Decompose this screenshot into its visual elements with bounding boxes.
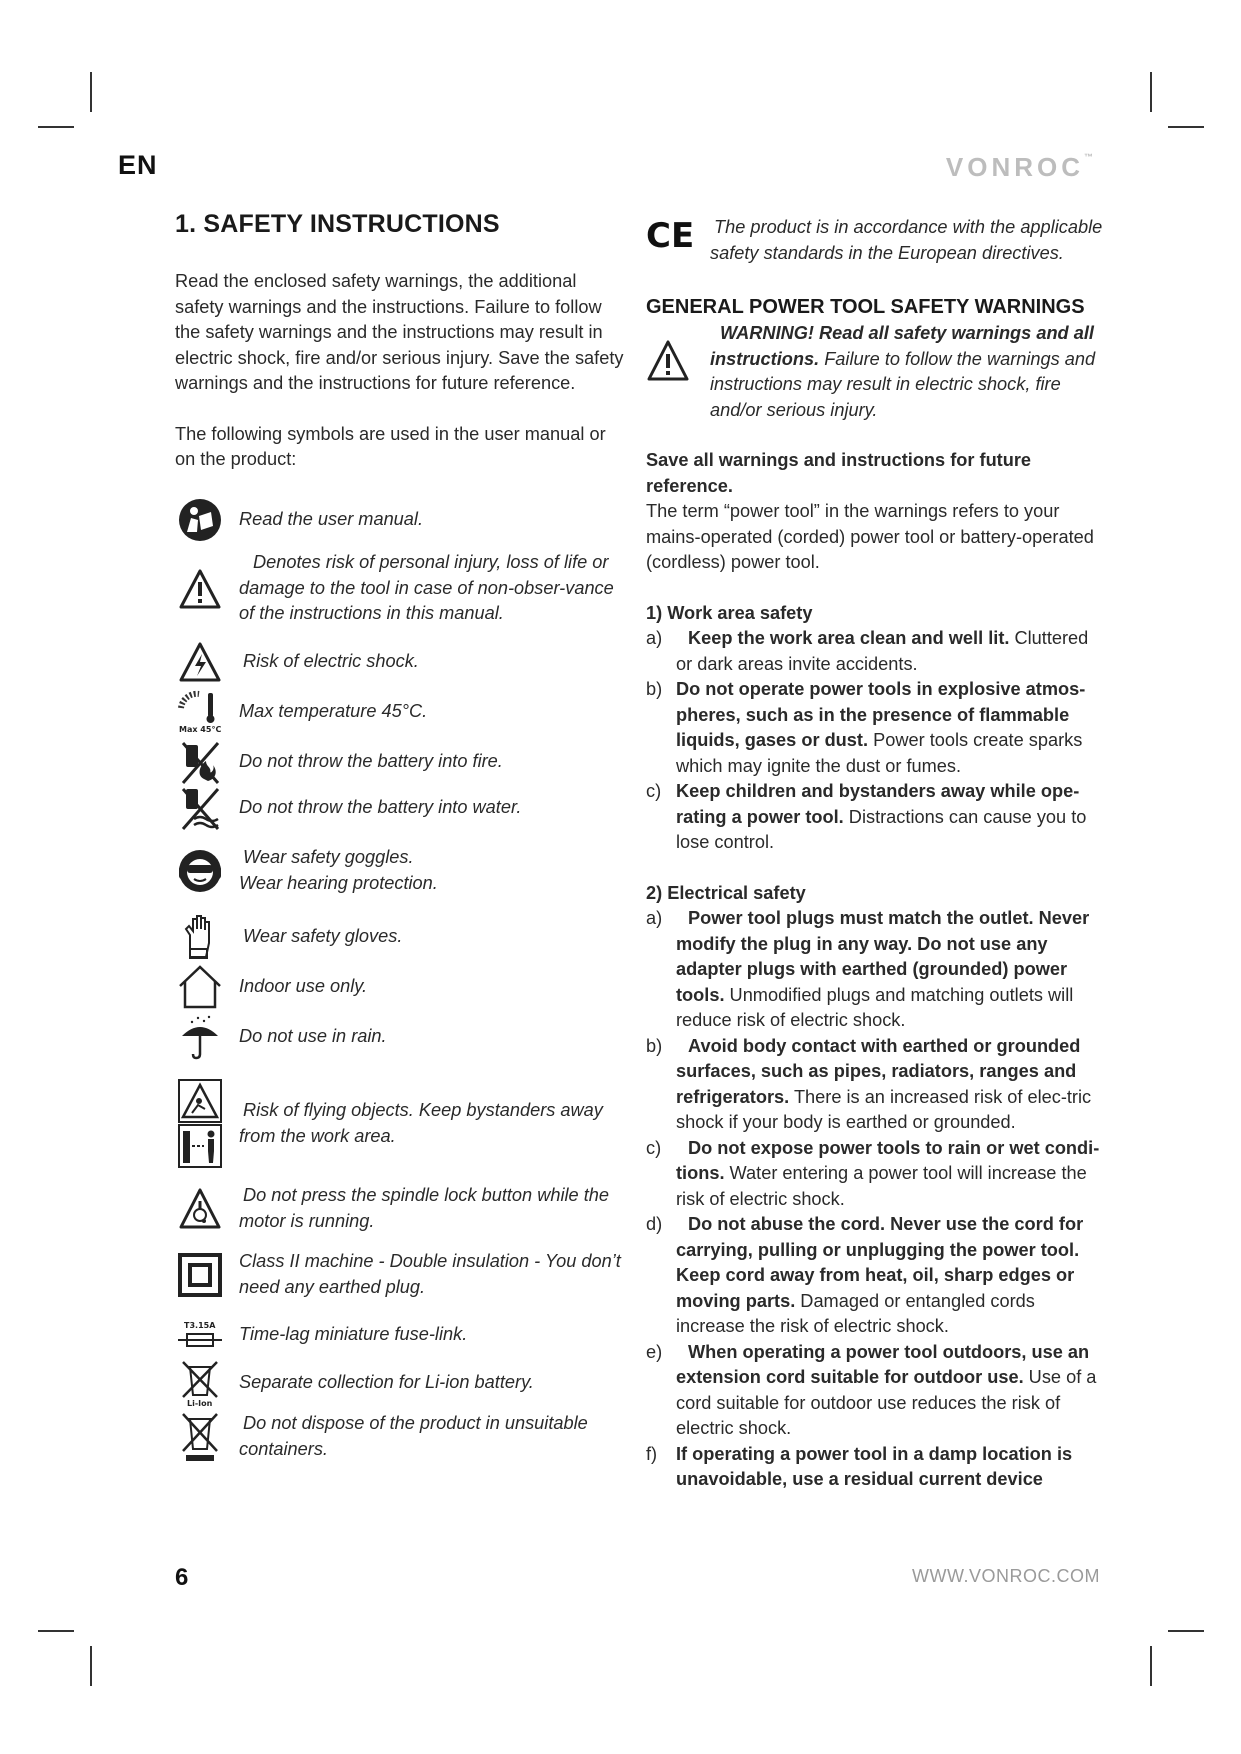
- symbol-text: Max temperature 45°C.: [239, 700, 428, 721]
- crop-mark: [38, 1630, 74, 1632]
- item-letter: d): [646, 1214, 663, 1234]
- item-bold: Do not expose power tools to rain or wet condi-tions.: [676, 1137, 1100, 1183]
- crop-mark: [1168, 126, 1204, 128]
- list-item: [646, 677, 1106, 779]
- item-letter: f): [646, 1443, 658, 1464]
- symbols-intro: The following symbols are used in the user manual or on the product:: [175, 423, 606, 469]
- symbol-row: [175, 1079, 625, 1169]
- symbol-text: Do not throw the battery into fire.: [239, 750, 503, 771]
- item-letter: b): [646, 1035, 663, 1056]
- li-ion-bin-icon: [175, 1359, 225, 1407]
- list-item: [646, 1034, 1106, 1136]
- indoor-house-icon: [175, 964, 225, 1010]
- symbol-row: [175, 1013, 625, 1061]
- list-item: [646, 906, 1106, 1034]
- item-text: Cluttered or dark areas invite accidents.: [676, 628, 1089, 674]
- brand-logo: [946, 152, 1093, 183]
- item-text: Distractions can cause you to lose control.: [676, 806, 1087, 852]
- symbol-row: [175, 1247, 625, 1303]
- symbol-text: Wear safety gloves.: [243, 925, 403, 946]
- list-item: [646, 1442, 1106, 1493]
- symbol-text: Do not dispose of the product in unsuitable containers.: [239, 1413, 588, 1459]
- ce-mark-icon: CE: [646, 216, 695, 256]
- max-temperature-icon: [175, 690, 225, 734]
- intro-paragraph: Read the enclosed safety warnings, the additional safety warnings and the instructions. Failure to follow the safety warnings and the instructions may result in electric shock, fire and/or serious injury. Save the safety warnings and the instructions for future reference.: [175, 271, 624, 393]
- symbol-text: Class II machine - Double insulation - You don’t need any earthed plug.: [239, 1251, 621, 1297]
- item-bold: Keep the work area clean and well lit.: [688, 628, 1010, 648]
- power-tool-term-text: The term “power tool” in the warnings refers to your mains-operated (corded) power tool or battery-operated (cordless) power tool.: [646, 501, 1094, 572]
- fuse-icon: [175, 1320, 225, 1350]
- symbol-text: Denotes risk of personal injury, loss of life or damage to the tool in case of non-obser-vance of the instructions in this manual.: [239, 552, 614, 624]
- symbol-list: [175, 495, 625, 1465]
- item-text: Unmodified plugs and matching outlets will reduce risk of electric shock.: [676, 984, 1074, 1030]
- symbol-row: [175, 913, 625, 961]
- symbol-row: [175, 639, 625, 685]
- symbol-text: Time-lag miniature fuse-link.: [239, 1323, 468, 1344]
- section-heading: 1) Work area safety: [646, 602, 813, 623]
- symbol-row: [175, 739, 625, 785]
- item-bold: When operating a power tool outdoors, use an extension cord suitable for outdoor use.: [676, 1341, 1090, 1387]
- spindle-lock-icon: [175, 1187, 225, 1231]
- icon-label: Li-Ion: [187, 1398, 213, 1407]
- trademark-mark: ™: [1084, 152, 1093, 162]
- goggles-hearing-icon: [175, 848, 225, 894]
- item-text: Power tools create sparks which may ignite the dust or fumes.: [676, 730, 1083, 776]
- item-letter: a): [646, 628, 663, 648]
- symbol-text: Do not press the spindle lock button while the motor is running.: [239, 1185, 609, 1231]
- warning-icon: [175, 568, 225, 610]
- symbol-row: [175, 1409, 625, 1465]
- icon-label: T3.15A: [184, 1320, 216, 1330]
- crop-mark: [1150, 1646, 1152, 1686]
- flying-objects-icon: [175, 1079, 225, 1169]
- no-fire-icon: [175, 739, 225, 785]
- item-text: Water entering a power tool will increase the risk of electric shock.: [676, 1163, 1087, 1209]
- item-bold: Do not abuse the cord. Never use the cord for carrying, pulling or unplugging the power tool. Keep cord away from heat, oil, sharp edges or moving parts.: [676, 1214, 1084, 1311]
- item-letter: a): [646, 908, 663, 928]
- symbol-row: [175, 1313, 625, 1357]
- electrical-safety-section: [646, 881, 1106, 1493]
- work-area-section: [646, 601, 1106, 856]
- left-column: [175, 210, 625, 1465]
- symbol-text: Risk of electric shock.: [243, 650, 419, 671]
- ce-statement: [646, 215, 1106, 266]
- symbol-row: [175, 1359, 625, 1407]
- symbol-row: [175, 1181, 625, 1237]
- crop-mark: [1168, 1630, 1204, 1632]
- list-item: [646, 1340, 1106, 1442]
- symbol-text: Risk of flying objects. Keep bystanders away from the work area.: [239, 1100, 603, 1146]
- warning-bold-text: WARNING! Read all safety warnings and all instructions.: [710, 323, 1094, 369]
- item-bold: Do not operate power tools in explosive atmos-pheres, such as in the presence of flammable liquids, gases or dust.: [676, 679, 1086, 750]
- read-manual-icon: [175, 498, 225, 542]
- crop-mark: [38, 126, 74, 128]
- no-water-icon: [175, 785, 225, 831]
- section-title: 1. SAFETY INSTRUCTIONS: [175, 210, 500, 238]
- icon-label: Max 45°C: [179, 724, 222, 734]
- symbol-row: [175, 495, 625, 545]
- crossed-bin-icon: [175, 1411, 225, 1463]
- ce-text: The product is in accordance with the applicable safety standards in the European directives.: [710, 217, 1103, 263]
- crop-mark: [90, 1646, 92, 1686]
- item-letter: c): [646, 1137, 662, 1158]
- right-column: [646, 215, 1106, 1493]
- general-warnings-heading: GENERAL POWER TOOL SAFETY WARNINGS: [646, 296, 1085, 318]
- symbol-row: [175, 785, 625, 831]
- list-item: [646, 1136, 1106, 1213]
- symbol-text: Separate collection for Li-ion battery.: [239, 1371, 534, 1392]
- crop-mark: [90, 72, 92, 112]
- crop-mark: [1150, 72, 1152, 112]
- gloves-icon: [175, 913, 225, 961]
- item-text: Damaged or entangled cords increase the risk of electric shock.: [676, 1290, 1035, 1336]
- item-bold: If operating a power tool in a damp location is unavoidable, use a residual current device: [676, 1443, 1073, 1489]
- symbol-text: Read the user manual.: [239, 508, 424, 529]
- warning-icon: [646, 321, 710, 388]
- list-item: [646, 626, 1106, 677]
- list-item: [646, 1212, 1106, 1340]
- item-letter: e): [646, 1341, 663, 1362]
- symbol-row: [175, 843, 625, 899]
- symbol-text: Indoor use only.: [239, 975, 368, 996]
- item-bold: Power tool plugs must match the outlet. Never modify the plug in any way. Do not use any adapter plugs with earthed (grounded) power tools.: [676, 908, 1090, 1005]
- symbol-text: Wear hearing protection.: [239, 872, 438, 893]
- rain-umbrella-icon: [175, 1014, 225, 1060]
- item-text: Use of a cord suitable for outdoor use reduces the risk of electric shock.: [676, 1367, 1097, 1438]
- list-item: [646, 779, 1106, 856]
- item-bold: Avoid body contact with earthed or grounded surfaces, such as pipes, radiators, ranges and refrigerators.: [676, 1035, 1081, 1107]
- item-letter: b): [646, 679, 663, 699]
- symbol-text: Do not use in rain.: [239, 1025, 387, 1046]
- item-text: There is an increased risk of elec-tric shock if your body is earthed or grounded.: [676, 1086, 1092, 1132]
- language-code: EN: [118, 150, 158, 180]
- item-bold: Keep children and bystanders away while ope-rating a power tool.: [676, 781, 1080, 827]
- electric-shock-icon: [175, 641, 225, 683]
- class-ii-icon: [175, 1253, 225, 1297]
- symbol-row: [175, 963, 625, 1011]
- symbol-row: [175, 551, 625, 627]
- warning-statement: [646, 321, 1106, 423]
- symbol-text: Do not throw the battery into water.: [239, 796, 522, 817]
- symbol-text: Wear safety goggles.: [243, 847, 414, 867]
- warning-text: Failure to follow the warnings and instructions may result in electric shock, fire and/or serious injury.: [710, 348, 1096, 420]
- section-heading: 2) Electrical safety: [646, 882, 806, 903]
- brand-name: VONROC: [945, 152, 1084, 182]
- page-number: 6: [175, 1564, 189, 1591]
- website-url: WWW.VONROC.COM: [912, 1566, 1100, 1586]
- symbol-row: [175, 689, 625, 735]
- save-warnings-text: Save all warnings and instructions for future reference.: [646, 450, 1032, 496]
- item-letter: c): [646, 781, 662, 801]
